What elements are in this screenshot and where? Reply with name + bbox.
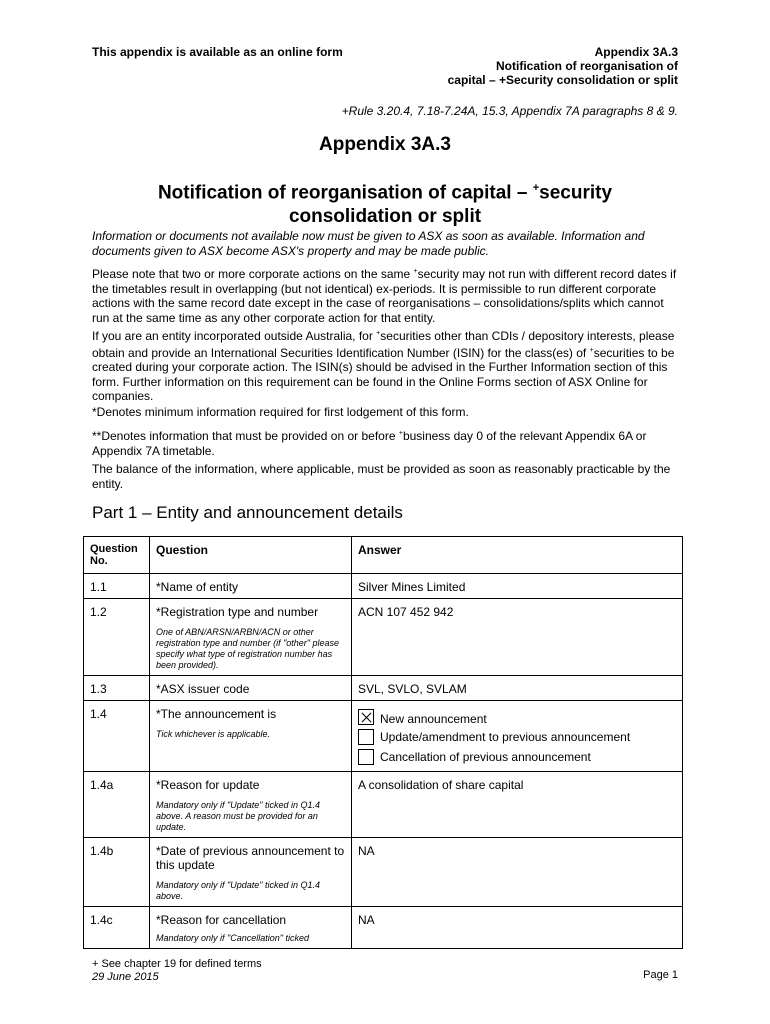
appendix-title: Appendix 3A.3 — [319, 134, 451, 155]
footer-date: 29 June 2015 — [92, 971, 159, 983]
row-answer[interactable]: A consolidation of share capital — [352, 772, 683, 838]
row-answer[interactable]: SVL, SVLO, SVLAM — [352, 676, 683, 701]
option-label: New announcement — [380, 712, 487, 726]
para1-a: Please note that two or more corporate actions on the same — [92, 267, 414, 281]
checkbox-checked-icon[interactable] — [358, 709, 374, 725]
row-note: Mandatory only if "Update" ticked in Q1.4 above. A reason must be provided for an update. — [156, 800, 320, 832]
row-question: *Reason for update — [156, 778, 260, 792]
row-question: *Name of entity — [150, 574, 352, 599]
main-title-plus: + — [532, 182, 540, 194]
main-title-line2: consolidation or split — [288, 206, 482, 228]
page-number: Page 1 — [643, 969, 678, 981]
option-update-announcement[interactable] — [358, 727, 676, 747]
part1-heading: Part 1 – Entity and announcement details — [92, 503, 403, 522]
plus-sup: + — [589, 346, 594, 354]
para2-c: securities to be created during your corporate action. The ISIN(s) should be advised in the Further Information section of this form. Further information on this requirement can be found in the Online Forms section of ASX Online for companies. — [92, 345, 675, 403]
paragraph-2 — [92, 327, 680, 404]
questions-table — [83, 536, 683, 948]
row-question-cell — [150, 599, 352, 676]
table-row — [84, 907, 683, 949]
table-row — [84, 676, 683, 701]
table-row — [84, 574, 683, 599]
checkbox-icon[interactable] — [358, 749, 374, 765]
table-row — [84, 599, 683, 676]
para2-a: If you are an entity incorporated outside Australia, for — [92, 329, 377, 343]
row-question: *Date of previous announcement to this update — [156, 844, 345, 872]
option-new-announcement[interactable] — [358, 707, 676, 727]
table-row — [84, 772, 683, 838]
row-question-cell — [150, 701, 352, 772]
paragraph-4 — [92, 427, 680, 458]
plus-sup: + — [413, 268, 418, 275]
row-no: 1.4a — [84, 772, 150, 838]
option-cancellation[interactable] — [358, 747, 676, 767]
col-no-header: Question No. — [84, 537, 150, 574]
row-question-cell — [150, 907, 352, 949]
row-note: Mandatory only if "Cancellation" ticked — [156, 933, 309, 943]
row-question: *Reason for cancellation — [156, 913, 287, 927]
intro-italic: Information or documents not available now must be given to ASX as soon as available. Information and documents given to ASX become ASX's property and may be made public. — [92, 229, 645, 258]
header-left: This appendix is available as an online form — [92, 45, 343, 59]
row-question: *Registration type and number — [156, 605, 319, 619]
table-header-row — [84, 537, 683, 574]
row-note: Mandatory only if "Update" ticked in Q1.4 above. — [156, 880, 320, 901]
footer-note: + See chapter 19 for defined terms — [92, 958, 262, 970]
main-title-part2: security — [539, 182, 613, 204]
paragraph-1 — [92, 265, 680, 325]
plus-sup: + — [398, 430, 403, 437]
row-answer[interactable]: NA — [352, 838, 683, 907]
row-answer[interactable]: ACN 107 452 942 — [352, 599, 683, 676]
main-title — [92, 176, 678, 229]
col-question-header: Question — [150, 537, 352, 574]
footer-left — [92, 958, 262, 984]
table-row — [84, 838, 683, 907]
option-label: Cancellation of previous announcement — [380, 750, 591, 764]
header-right-line2: Notification of reorganisation of — [496, 59, 678, 73]
row-no: 1.4b — [84, 838, 150, 907]
row-no: 1.4 — [84, 701, 150, 772]
row-no: 1.3 — [84, 676, 150, 701]
para4-a: **Denotes information that must be provided on or before — [92, 429, 399, 443]
header-right — [448, 45, 678, 87]
rule-reference: +Rule 3.20.4, 7.18-7.24A, 15.3, Appendix 7A paragraphs 8 & 9. — [341, 104, 678, 118]
row-no: 1.4c — [84, 907, 150, 949]
header-right-line3: capital – +Security consolidation or split — [447, 73, 678, 87]
row-no: 1.1 — [84, 574, 150, 599]
para2-b: securities other than CDIs / depository interests, please obtain and provide an International Securities Identification Number (ISIN) for the class(es) of — [92, 329, 675, 360]
row-no: 1.2 — [84, 599, 150, 676]
footer-divider — [83, 948, 683, 949]
row-question: *ASX issuer code — [150, 676, 352, 701]
row-question: *The announcement is — [156, 707, 277, 721]
checkbox-icon[interactable] — [358, 729, 374, 745]
paragraph-3: *Denotes minimum information required for first lodgement of this form. — [92, 405, 469, 419]
plus-sup: + — [376, 330, 381, 337]
main-title-part1: Notification of reorganisation of capital – — [157, 182, 533, 204]
table-row — [84, 701, 683, 772]
option-label: Update/amendment to previous announcement — [380, 730, 631, 744]
row-question-cell — [150, 838, 352, 907]
row-question-cell — [150, 772, 352, 838]
header-right-line1: Appendix 3A.3 — [594, 45, 678, 59]
row-note: One of ABN/ARSN/ARBN/ACN or other registration type and number (if "other" please specify what type of registration number has been provided). — [156, 627, 339, 670]
para4-b: business day 0 of the relevant Appendix 6A or Appendix 7A timetable. — [92, 429, 647, 458]
paragraph-5: The balance of the information, where applicable, must be provided as soon as reasonably practicable by the entity. — [92, 462, 671, 491]
row-answer[interactable]: Silver Mines Limited — [352, 574, 683, 599]
para1-b: security may not run with different record dates if the timetables result in overlapping (but not identical) ex-periods. It is permissible to run different corporate actions with the same record date except in the case of reorganisations – consolidations/splits which cannot run at the same time as any other corporate action for that entity. — [92, 267, 677, 325]
row-note: Tick whichever is applicable. — [156, 729, 270, 739]
announcement-options — [352, 701, 683, 772]
row-answer[interactable]: NA — [352, 907, 683, 949]
col-answer-header: Answer — [352, 537, 683, 574]
